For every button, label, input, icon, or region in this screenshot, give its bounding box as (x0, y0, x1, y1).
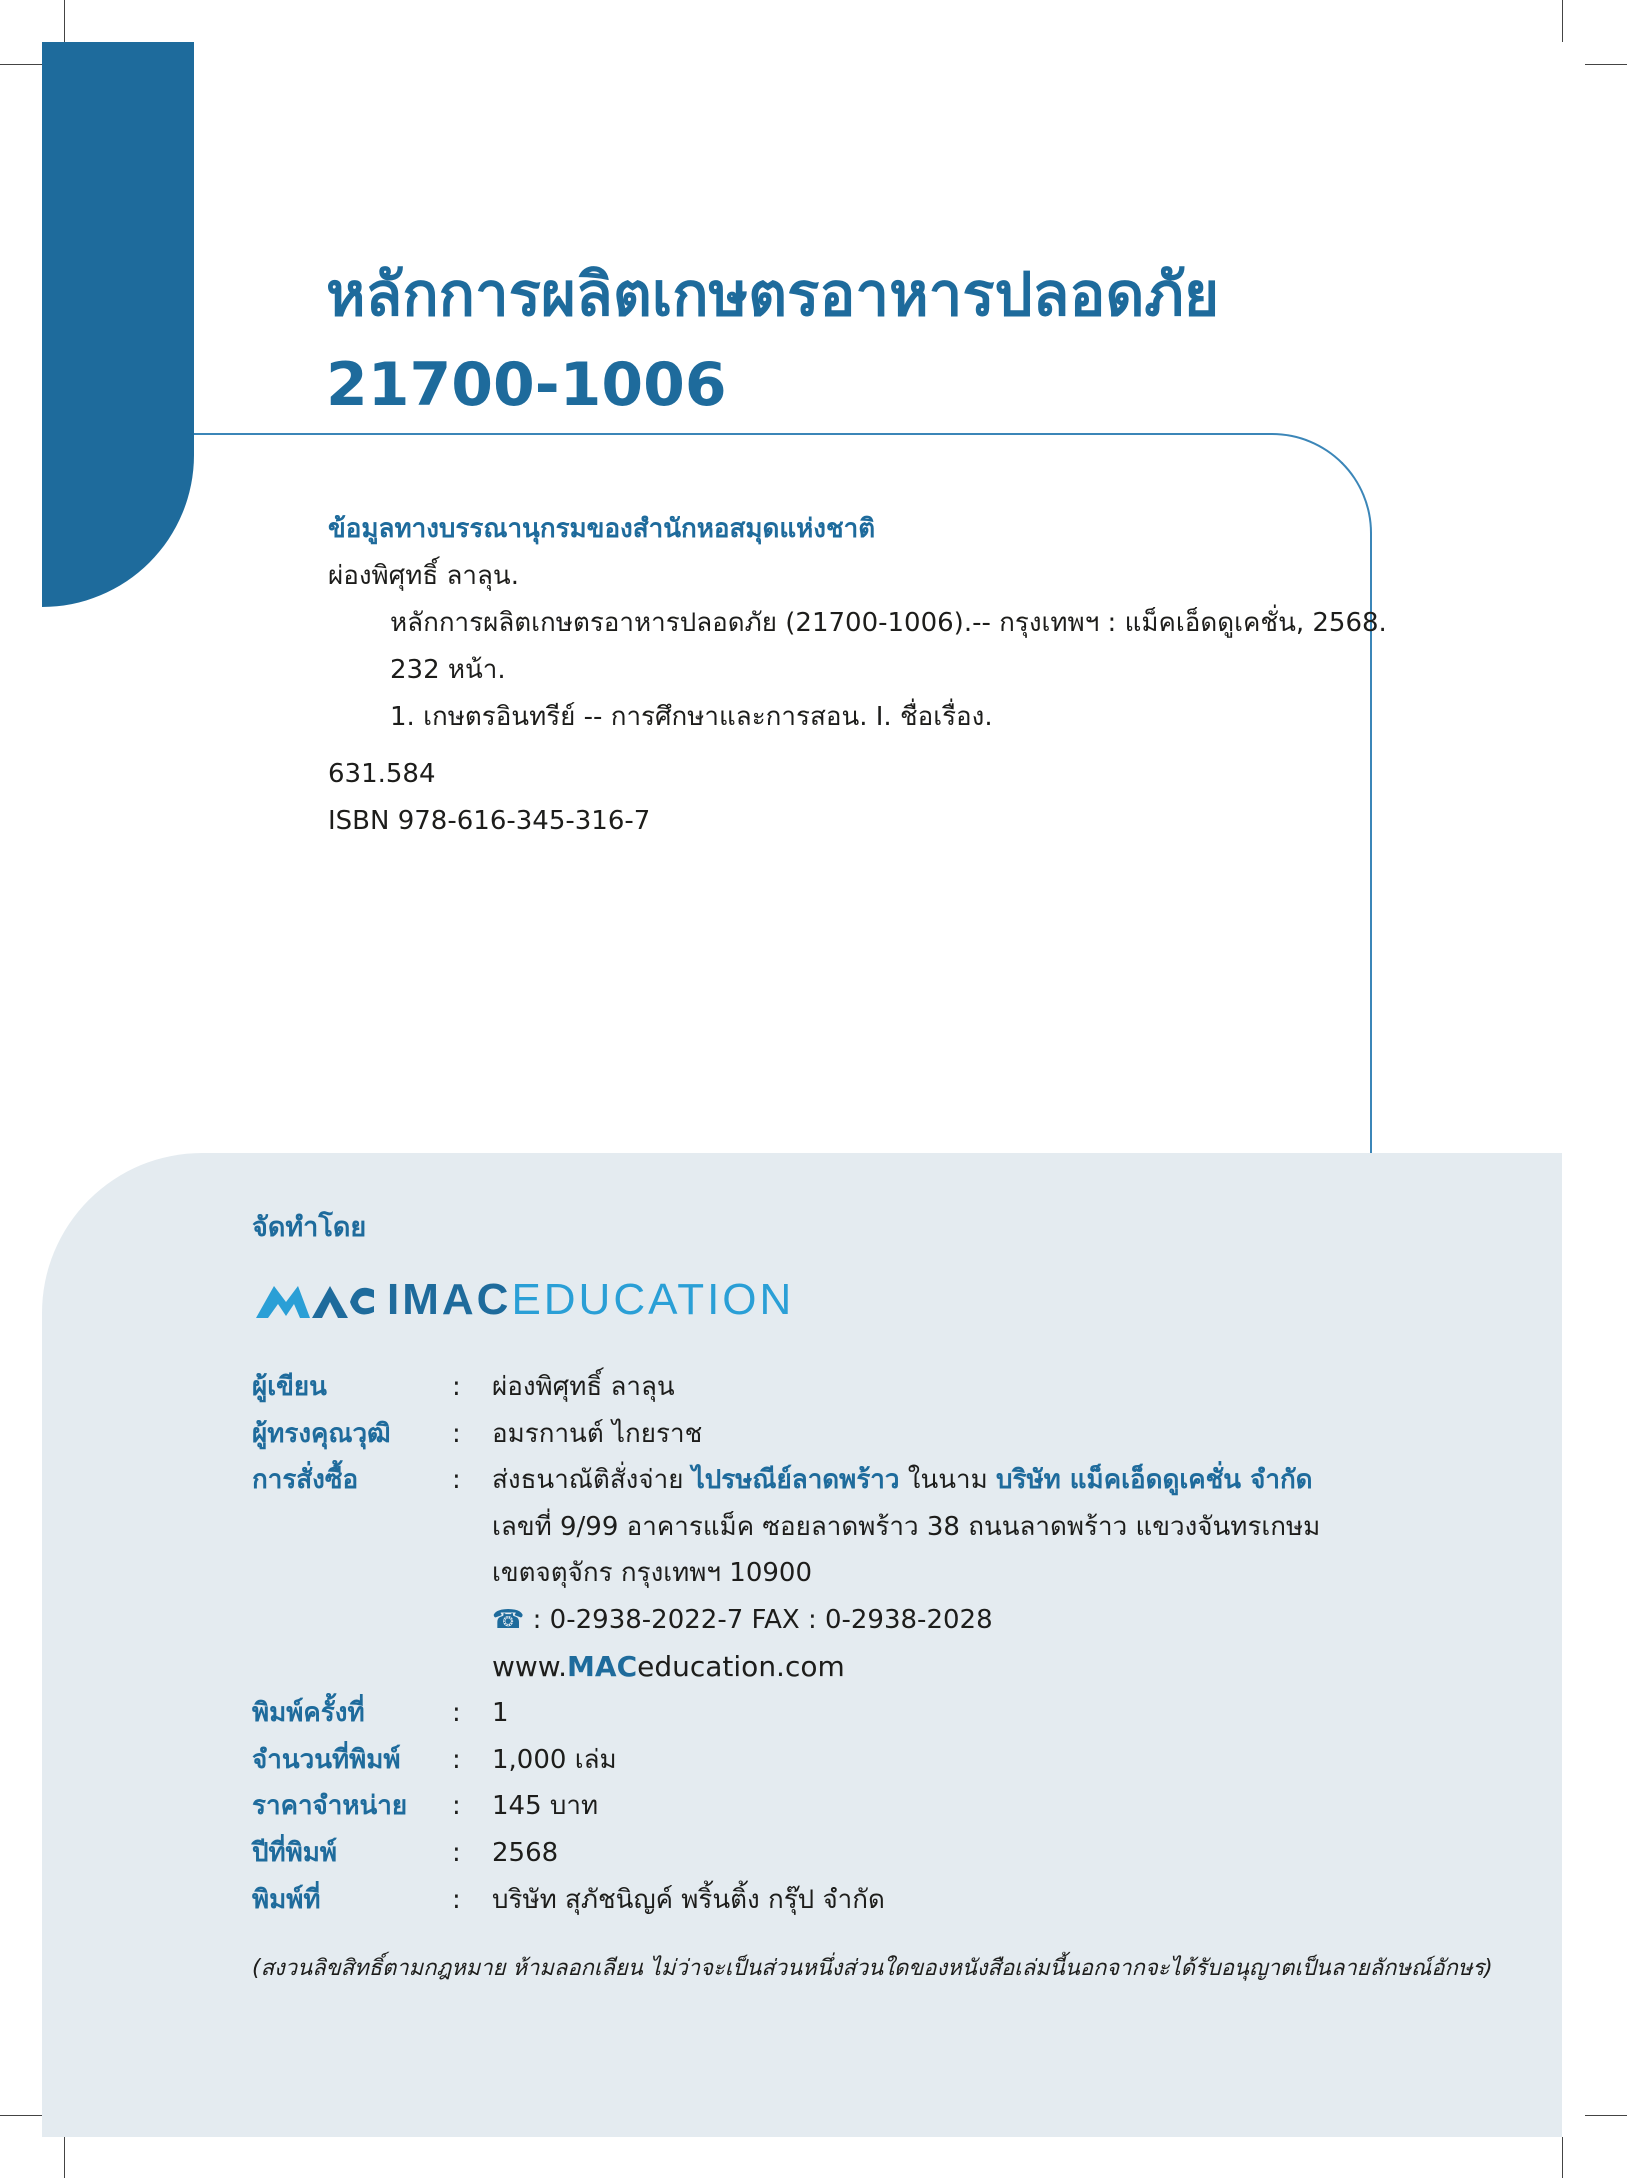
reviewer-value: อมรกานต์ ไกยราช (492, 1418, 703, 1449)
separator-colon: : (452, 1791, 461, 1822)
detail-row-address-1 (252, 1504, 1320, 1551)
printer-value: บริษัท สุภัชนิญค์ พริ้นติ้ง กรุ๊ป จำกัด (492, 1884, 885, 1915)
cip-heading: ข้อมูลทางบรรณานุกรมของสำนักหอสมุดแห่งชาติ (328, 514, 876, 544)
website-suffix: education.com (637, 1649, 845, 1683)
reviewer-label: ผู้ทรงคุณวุฒิ (252, 1418, 391, 1449)
detail-row-copies (252, 1737, 1320, 1784)
order-label: การสั่งซื้อ (252, 1465, 359, 1496)
detail-row-author (252, 1364, 1320, 1411)
logo-wordmark (387, 1272, 794, 1328)
crop-mark-top-left-h (0, 64, 42, 65)
crop-mark-bottom-right-h (1585, 2115, 1627, 2116)
detail-row-order (252, 1457, 1320, 1504)
price-value: 145 บาท (492, 1791, 599, 1822)
detail-row-price (252, 1783, 1320, 1830)
order-value (492, 1457, 1313, 1504)
crop-mark-top-left-v (64, 0, 65, 42)
year-value: 2568 (492, 1837, 559, 1868)
crop-mark-bottom-left-h (0, 2115, 42, 2116)
telephone-icon: ☎ (492, 1604, 525, 1635)
phone-fax-text: : 0-2938-2022-7 FAX : 0-2938-2028 (524, 1604, 993, 1635)
order-text-1: ส่งธนาณัติสั่งจ่าย (492, 1465, 692, 1496)
title-line-1: หลักการผลิตเกษตรอาหารปลอดภัย (326, 260, 1220, 330)
crop-mark-bottom-left-v (64, 2137, 65, 2178)
mac-education-logo (252, 1272, 794, 1332)
cip-classification: 631.584 (328, 759, 436, 789)
address-line-1: เลขที่ 9/99 อาคารแม็ค ซอยลาดพร้าว 38 ถนนลาดพร้าว แขวงจันทรเกษม (492, 1511, 1321, 1542)
detail-row-website (252, 1644, 1320, 1691)
crop-mark-bottom-right-v (1562, 2137, 1563, 2178)
copies-value: 1,000 เล่ม (492, 1744, 617, 1775)
detail-row-phone (252, 1597, 1320, 1644)
address-line-2: เขตจตุจักร กรุงเทพฯ 10900 (492, 1558, 813, 1589)
prepared-by-label: จัดทำโดย (252, 1212, 367, 1243)
separator-colon: : (452, 1884, 461, 1915)
cataloging-in-publication (328, 506, 1387, 845)
detail-row-printer (252, 1877, 1320, 1924)
copyright-notice: (สงวนลิขสิทธิ์ตามกฎหมาย ห้ามลอกเลียน ไม่ว่าจะเป็นส่วนหนึ่งส่วนใดของหนังสือเล่มนี้นอกจากจะได้รับอนุญาตเป็นลายลักษณ์อักษร) (252, 1956, 1493, 1981)
cip-author: ผ่องพิศุทธิ์ ลาลุน. (328, 561, 519, 591)
logo-text-education: EDUCATION (511, 1275, 795, 1324)
detail-row-reviewer (252, 1411, 1320, 1458)
edition-value: 1 (492, 1698, 509, 1729)
cip-isbn: ISBN 978-616-345-316-7 (328, 806, 651, 836)
title-course-code: 21700-1006 (326, 350, 727, 420)
website-prefix: www. (492, 1649, 568, 1683)
printer-label: พิมพ์ที่ (252, 1884, 321, 1915)
cip-pages: 232 หน้า. (390, 655, 506, 685)
book-title (326, 250, 1219, 430)
decorative-blue-tab (42, 42, 194, 607)
detail-row-year (252, 1830, 1320, 1877)
crop-mark-top-right-h (1585, 64, 1627, 65)
phone-fax (492, 1597, 993, 1644)
separator-colon: : (452, 1698, 461, 1729)
separator-colon: : (452, 1372, 461, 1402)
detail-row-address-2 (252, 1550, 1320, 1597)
mac-logo-mark-icon (252, 1272, 377, 1328)
crop-mark-top-right-v (1562, 0, 1563, 42)
order-company: บริษัท แม็คเอ็ดดูเคชั่น จำกัด (996, 1465, 1313, 1496)
logo-prefix: I (387, 1275, 403, 1324)
price-label: ราคาจำหน่าย (252, 1791, 408, 1822)
separator-colon: : (452, 1837, 461, 1868)
website-domain-strong: MAC (567, 1649, 638, 1683)
order-text-2: ในนาม (899, 1465, 996, 1496)
author-label: ผู้เขียน (252, 1372, 327, 1402)
copies-label: จำนวนที่พิมพ์ (252, 1744, 401, 1775)
separator-colon: : (452, 1465, 461, 1496)
website-link[interactable] (492, 1644, 845, 1691)
year-label: ปีที่พิมพ์ (252, 1837, 338, 1868)
edition-label: พิมพ์ครั้งที่ (252, 1698, 365, 1729)
cip-subjects: 1. เกษตรอินทรีย์ -- การศึกษาและการสอน. I. ชื่อเรื่อง. (390, 702, 993, 732)
author-value: ผ่องพิศุทธิ์ ลาลุน (492, 1372, 675, 1402)
publication-details (252, 1364, 1320, 1923)
cip-citation: หลักการผลิตเกษตรอาหารปลอดภัย (21700-1006).-- กรุงเทพฯ : แม็คเอ็ดดูเคชั่น, 2568. (390, 608, 1387, 638)
logo-text-mac: MAC (402, 1275, 512, 1324)
separator-colon: : (452, 1418, 461, 1449)
detail-row-edition (252, 1690, 1320, 1737)
separator-colon: : (452, 1744, 461, 1775)
order-post-office: ไปรษณีย์ลาดพร้าว (691, 1465, 900, 1496)
